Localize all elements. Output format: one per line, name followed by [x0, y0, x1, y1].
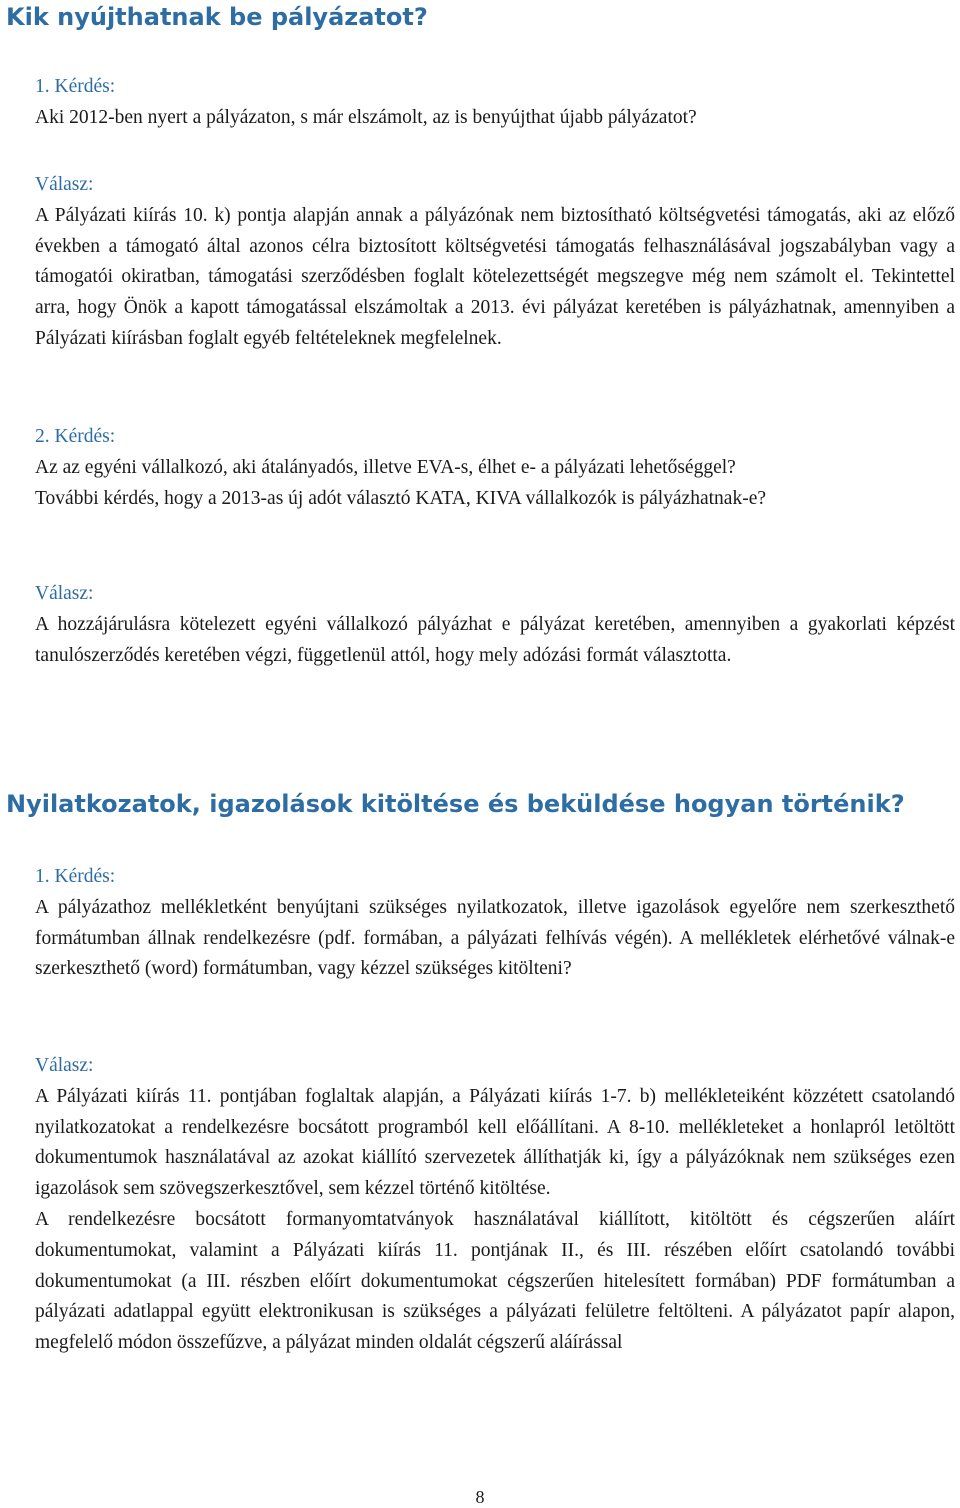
- faq-answer-1: [35, 170, 955, 355]
- answer-label: Válasz:: [35, 174, 94, 195]
- answer-text: A Pályázati kiírás 10. k) pontja alapján annak a pályázónak nem biztosítható költségvetési támogatás, aki az előző években a támogató által azonos célra biztosított költségvetési támogatás felhasználásával jogszabályban vagy a támogatói okiratban, támogatási szerződésben foglalt kötelezettségét megszegve még nem számolt el. Tekintettel arra, hogy Önök a kapott támogatással elszámoltak a 2013. évi pályázat keretében is pályázhatnak, amennyiben a Pályázati kiírásban foglalt egyéb feltételeknek megfelelnek.: [35, 204, 955, 349]
- faq-item-1: [35, 72, 955, 134]
- answer-paragraph-1: A Pályázati kiírás 11. pontjában foglaltak alapján, a Pályázati kiírás 1-7. b) mellékleteiként közzétett csatolandó nyilatkozatokat a rendelkezésre bocsátott programból kell előállítani. A 8-10. mellékleteket a honlapról letöltött dokumentumok használatával az azokat kiállító szervezetek állíthatják ki, így a pályázóknak nem szükséges ezen igazolások sem szövegszerkesztővel, sem kézzel történő kitöltése.: [35, 1085, 955, 1200]
- question-text-line-2: További kérdés, hogy a 2013-as új adót választó KATA, KIVA vállalkozók is pályázhatnak-e?: [35, 487, 767, 509]
- question-label: 1. Kérdés:: [35, 866, 116, 887]
- answer-text: A hozzájárulásra kötelezett egyéni vállalkozó pályázhat e pályázat keretében, amennyiben a gyakorlati képzést tanulószerződés keretében végzi, függetlenül attól, hogy mely adózási formát választotta.: [35, 613, 955, 666]
- answer-label: Válasz:: [35, 1055, 94, 1076]
- section-heading-eligibility: Kik nyújthatnak be pályázatot?: [6, 3, 428, 31]
- page-number: 8: [475, 1487, 485, 1507]
- answer-label: Válasz:: [35, 583, 94, 604]
- answer-paragraph-2: A rendelkezésre bocsátott formanyomtatványok használatával kiállított, kitöltött és cégszerűen aláírt dokumentumokat, valamint a Pályázati kiírás 11. pontjának II., és III. részében előírt csatolandó további dokumentumokat (a III. részben előírt dokumentumokat cégszerűen hitelesített formában) PDF formátumban a pályázati adatlappal együtt elektronikusan is szükséges a pályázati felületre feltölteni. A pályázatot papír alapon, megfelelő módon összefűzve, a pályázat minden oldalát cégszerű aláírással: [35, 1208, 955, 1354]
- question-label: 1. Kérdés:: [35, 76, 116, 97]
- faq-answer-3: [35, 1051, 955, 1359]
- faq-item-2: [35, 422, 955, 514]
- faq-item-3: [35, 862, 955, 985]
- section-heading-declarations: Nyilatkozatok, igazolások kitöltése és beküldése hogyan történik?: [6, 790, 905, 818]
- question-label: 2. Kérdés:: [35, 426, 116, 447]
- question-text: Aki 2012-ben nyert a pályázaton, s már elszámolt, az is benyújthat újabb pályázatot?: [35, 106, 697, 128]
- question-text-line-1: Az az egyéni vállalkozó, aki átalányadós, illetve EVA-s, élhet e- a pályázati lehetőséggel?: [35, 456, 736, 478]
- question-text: A pályázathoz mellékletként benyújtani szükséges nyilatkozatok, illetve igazolások egyelőre nem szerkeszthető formátumban állnak rendelkezésre (pdf. formában, a pályázati felhívás végén). A mellékletek elérhetővé válnak-e szerkeszthető (word) formátumban, vagy kézzel szükséges kitölteni?: [35, 896, 955, 980]
- faq-answer-2: [35, 579, 955, 671]
